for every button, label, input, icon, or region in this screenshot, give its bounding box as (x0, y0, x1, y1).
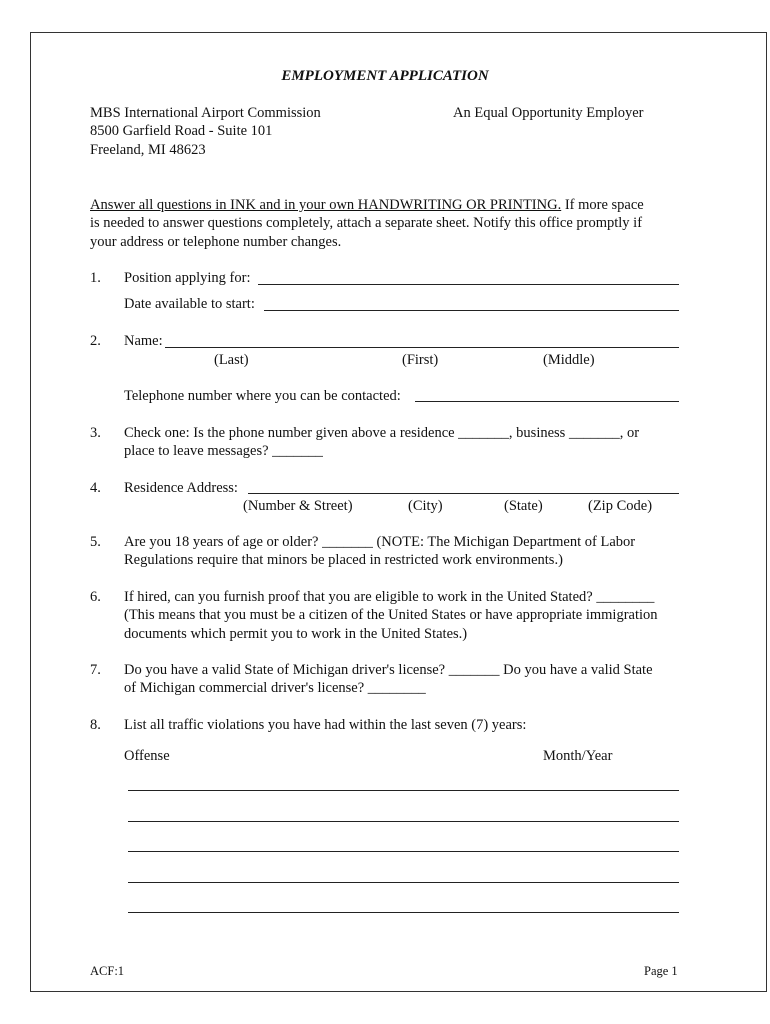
q6-number: 6. (90, 589, 101, 605)
phone-field[interactable] (415, 401, 679, 402)
q4-number: 4. (90, 480, 101, 496)
q3-number: 3. (90, 425, 101, 441)
instructions-underlined: Answer all questions in INK and in your own HANDWRITING OR PRINTING. (90, 197, 562, 213)
form-code: ACF:1 (90, 964, 125, 978)
start-date-field[interactable] (264, 310, 679, 311)
q6-line1: If hired, can you furnish proof that you are eligible to work in the United Stated? ________ (124, 589, 655, 605)
form-title: EMPLOYMENT APPLICATION (281, 68, 489, 84)
q1-number: 1. (90, 270, 101, 286)
instructions-line2: is needed to answer questions completely, attach a separate sheet. Notify this office promptly if (90, 215, 643, 231)
q1-position-label: Position applying for: (124, 270, 251, 286)
q7-line1: Do you have a valid State of Michigan driver's license? _______ Do you have a valid State (124, 662, 653, 678)
q7-number: 7. (90, 662, 101, 678)
page-number: Page 1 (644, 964, 678, 978)
violation-line[interactable] (128, 790, 679, 791)
q5-line1: Are you 18 years of age or older? _______ (NOTE: The Michigan Department of Labor (124, 534, 636, 550)
residence-address-field[interactable] (248, 493, 679, 494)
q6-line3: documents which permit you to work in the United States.) (124, 626, 468, 642)
employer-name: MBS International Airport Commission (90, 105, 321, 121)
violation-line[interactable] (128, 821, 679, 822)
name-first-caption: (First) (402, 352, 439, 368)
name-middle-caption: (Middle) (543, 352, 595, 368)
q8-line1: List all traffic violations you have had within the last seven (7) years: (124, 717, 527, 733)
employer-street: 8500 Garfield Road - Suite 101 (90, 123, 273, 139)
instructions-line3: your address or telephone number changes. (90, 234, 342, 250)
q6-line2: (This means that you must be a citizen of the United States or have appropriate immigration (124, 607, 658, 623)
q4-label: Residence Address: (124, 480, 238, 496)
violation-line[interactable] (128, 851, 679, 852)
address-city-caption: (City) (408, 498, 443, 514)
name-last-caption: (Last) (214, 352, 249, 368)
instructions-line1 (90, 196, 644, 214)
q2-number: 2. (90, 333, 101, 349)
employer-tagline: An Equal Opportunity Employer (453, 105, 644, 121)
address-street-caption: (Number & Street) (243, 498, 353, 514)
name-field[interactable] (165, 347, 679, 348)
month-year-column-header: Month/Year (543, 748, 613, 764)
violation-line[interactable] (128, 882, 679, 883)
q2-phone-label: Telephone number where you can be contacted: (124, 388, 401, 404)
q3-line1: Check one: Is the phone number given above a residence _______, business _______, or (124, 425, 640, 441)
instructions-line1-rest: If more space (561, 197, 644, 213)
offense-column-header: Offense (124, 748, 170, 764)
q7-line2: of Michigan commercial driver's license? ________ (124, 680, 426, 696)
violation-line[interactable] (128, 912, 679, 913)
q2-name-label: Name: (124, 333, 163, 349)
address-zip-caption: (Zip Code) (588, 498, 653, 514)
q3-line2: place to leave messages? _______ (124, 443, 323, 459)
q1-date-label: Date available to start: (124, 296, 255, 312)
address-state-caption: (State) (504, 498, 543, 514)
position-field[interactable] (258, 284, 679, 285)
q8-number: 8. (90, 717, 101, 733)
q5-line2: Regulations require that minors be placed in restricted work environments.) (124, 552, 563, 568)
employer-city: Freeland, MI 48623 (90, 142, 206, 158)
q5-number: 5. (90, 534, 101, 550)
page-border (30, 32, 767, 992)
